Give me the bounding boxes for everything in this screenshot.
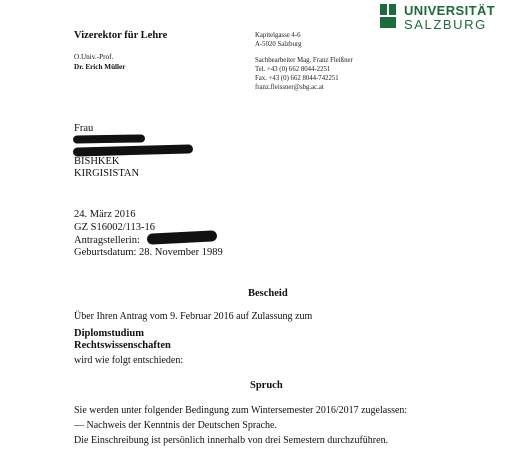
bescheid-intro: Über Ihren Antrag vom 9. Februar 2016 auf Zulassung zum [74,311,313,322]
birth-date: Geburtsdatum: 28. November 1989 [74,247,223,258]
office-title: Vizerektor für Lehre [74,30,168,41]
logo-text-bottom: SALZBURG [404,17,487,32]
email-address: franz.fleissner@sbg.ac.at [255,84,324,91]
address-street: Kapitelgasse 4-6 [255,32,301,39]
recipient-city: BISHKEK [74,156,120,167]
official-name: Dr. Erich Müller [74,63,126,71]
bescheid-heading: Bescheid [248,288,288,299]
applicant-label: Antragstellerin: [74,235,140,246]
bescheid-decided: wird wie folgt entschieden: [74,355,184,366]
recipient-country: KIRGISISTAN [74,168,140,179]
address-city: A-5020 Salzburg [255,41,302,48]
recipient-salutation: Frau [74,123,94,134]
phone-number: Tel. +43 (0) 662 8044-2251 [255,66,331,73]
redacted-recipient-name [73,134,145,143]
redacted-applicant-name [147,230,217,245]
study-type: Diplomstudium [74,328,145,339]
university-logo [380,3,525,31]
redacted-recipient-street [73,144,193,156]
spruch-condition: Sie werden unter folgender Bedingung zum Wintersemester 2016/2017 zugelassen: [74,405,408,416]
letter-date: 24. März 2016 [74,209,136,220]
clerk-name: Sachbearbeiter Mag. Franz Fleißner [255,57,353,64]
file-number: GZ S16002/113-16 [74,222,155,233]
fax-number: Fax. +43 (0) 662 8044-742251 [255,75,339,82]
logo-text-top: UNIVERSITÄT [404,3,496,18]
spruch-heading: Spruch [250,380,283,391]
spruch-condition-item: — Nachweis der Kenntnis der Deutschen Sprache. [74,420,277,431]
university-emblem-icon [380,4,397,28]
official-rank: O.Univ.-Prof. [74,53,114,61]
spruch-enrolment: Die Einschreibung ist persönlich innerhalb von drei Semestern durchzuführen. [74,435,389,446]
study-field: Rechtswissenschaften [74,340,171,351]
